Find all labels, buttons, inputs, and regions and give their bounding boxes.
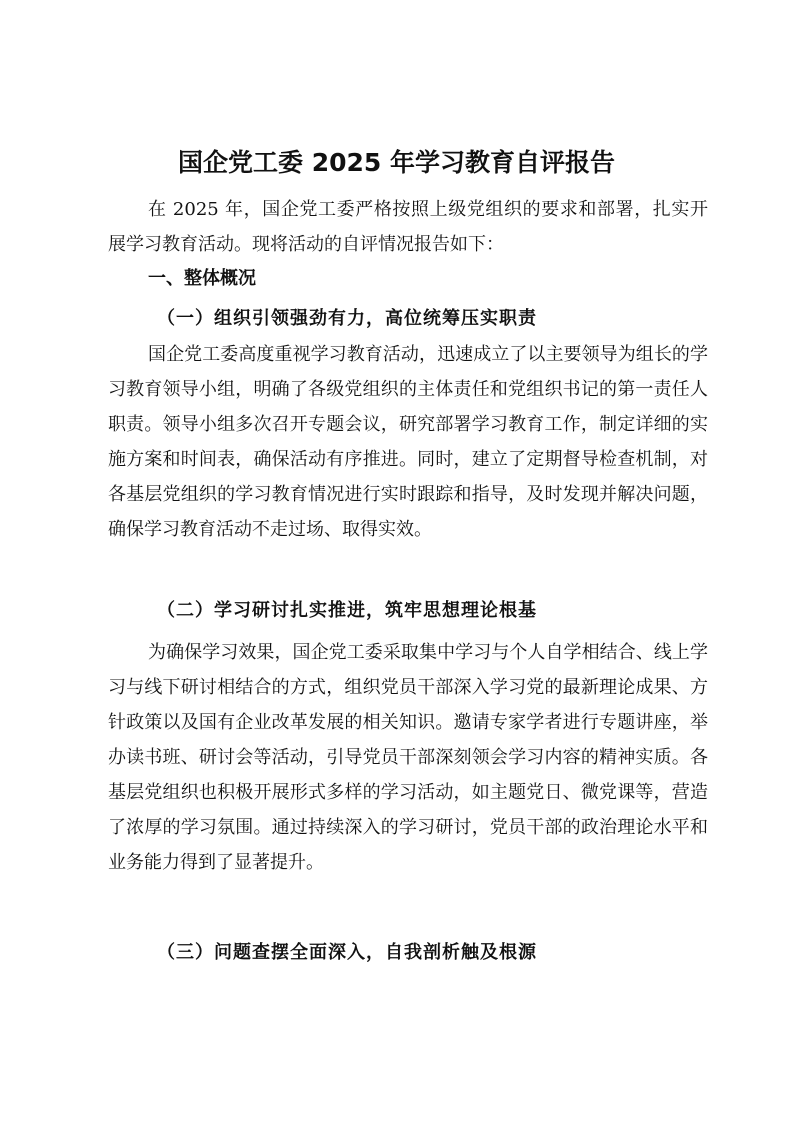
subsection-2-body: 为确保学习效果，国企党工委采取集中学习与个人自学相结合、线上学习与线下研讨相结合的方式，组织党员干部深入学习党的最新理论成果、方针政策以及国有企业改革发展的相关知识。邀请专家学者进行专题讲座，举办读书班、研讨会等活动，引导党员干部深刻领会学习内容的精神实质。各基层党组织也积极开展形式多样的学习活动，如主题党日、微党课等，营造了浓厚的学习氛围。通过持续深入的学习研讨，党员干部的政治理论水平和业务能力得到了显著提升。	[108, 642, 708, 873]
subsection-1-body: 国企党工委高度重视学习教育活动，迅速成立了以主要领导为组长的学习教育领导小组，明确了各级党组织的主体责任和党组织书记的第一责任人职责。领导小组多次召开专题会议，研究部署学习教育工作，制定详细的实施方案和时间表，确保活动有序推进。同时，建立了定期督导检查机制，对各基层党组织的学习教育情况进行实时跟踪和指导，及时发现并解决问题，确保学习教育活动不走过场、取得实效。	[108, 344, 708, 540]
section-heading-overview: 一、整体概况	[148, 268, 256, 289]
subsection-heading-1: （一）组织引领强劲有力，高位统筹压实职责	[157, 308, 537, 329]
subsection-heading-2: （二）学习研讨扎实推进，筑牢思想理论根基	[157, 600, 537, 621]
subsection-heading-3: （三）问题查摆全面深入，自我剖析触及根源	[157, 942, 537, 963]
intro-paragraph: 在 2025 年，国企党工委严格按照上级党组织的要求和部署，扎实开展学习教育活动。现将活动的自评情况报告如下：	[108, 199, 708, 255]
document-title: 国企党工委 2025 年学习教育自评报告	[178, 148, 615, 177]
